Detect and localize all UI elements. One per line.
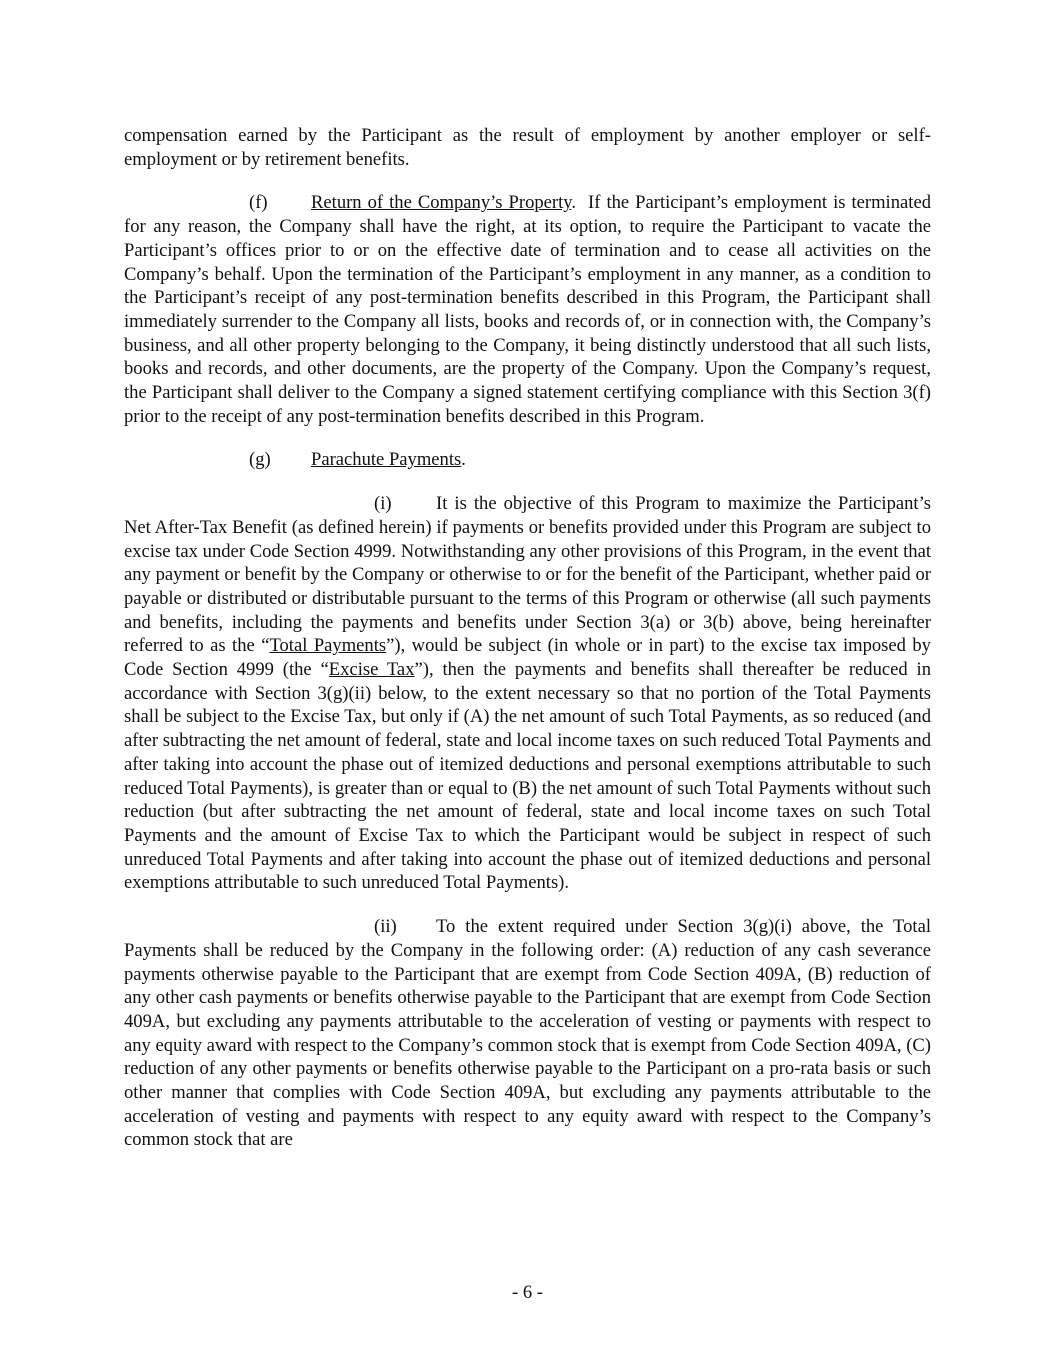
subsection-label: (i) [374,493,392,515]
section-3g: (g) Parachute Payments. [249,449,466,471]
subsection-text: To the extent required under Section 3(g)(i) above, the Total Payments shall be reduced by the Company in the following order: (A) reduction of any cash severance payments otherwise payable to the Participant that are exempt from Code Section 409A, (B) reduction of any other cash payments or benefits otherwise payable to the Participant that are exempt from Code Section 409A, but excluding any payments attributable to the acceleration of vesting or payments with respect to any equity award with respect to the Company’s common stock that is exempt from Code Section 409A, (C) reduction of any other payments or benefits otherwise payable to the Participant on a pro-rata basis or such other manner that complies with Code Section 409A, but excluding any payments attributable to the acceleration of vesting and payments with respect to any equity award with respect to the Company’s common stock that are [124,916,931,1151]
subsection-text-b: ”), would be subject (in whole or in part) to the excise tax imposed by Code Section 4999 (the “ [124,635,931,681]
section-3f: (f) Return of the Company’s Property. If the Participant’s employment is terminated for any reason, the Company shall have the right, at its option, to require the Participant to vacate the Participant’s offices prior to or on the effective date of termination and to cease all activities on the Company’s behalf. Upon the termination of the Participant’s employment in any manner, as a condition to the Participant’s receipt of any post-termination benefits described in this Program, the Participant shall immediately surrender to the Company all lists, books and records of, or in connection with, the Company’s business, and all other property belonging to the Company, it being distinctly understood that all such lists, books and records, and other documents, are the property of the Company. Upon the Company’s request, the Participant shall deliver to the Company a signed statement certifying compliance with this Section 3(f) prior to the receipt of any post-termination benefits described in this Program. [124,192,931,427]
subsection-text-a: It is the objective of this Program to maximize the Participant’s Net After-Tax Benefit (as defined herein) if payments or benefits provided under this Program are subject to excise tax under Code Section 4999. Notwithstanding any other provisions of this Program, in the event that any payment or benefit by the Company or otherwise to or for the benefit of the Participant, whether paid or payable or distributed or distributable pursuant to the terms of this Program or otherwise (all such payments and benefits, including the payments and benefits under Section 3(a) or 3(b) above, being hereinafter referred to as the “ [124,493,931,657]
section-label: (g) [249,449,271,471]
section-3g-i [124,492,931,895]
section-label: (f) [249,192,268,214]
paragraph-text: compensation earned by the Participant as the result of employment by another employer or self-employment or by retirement benefits. [124,125,931,170]
defined-term-excise-tax: Excise Tax [328,659,415,681]
page-number: - 6 - [512,1282,543,1303]
section-title: Parachute Payments [311,449,462,471]
section-title: Return of the Company’s Property [311,192,572,214]
subsection-label: (ii) [374,916,397,938]
subsection-text-c: ”), then the payments and benefits shall thereafter be reduced in accordance with Section 3(g)(ii) below, to the extent necessary so that no portion of the Total Payments shall be subject to the Excise Tax, but only if (A) the net amount of such Total Payments, as so reduced (and after subtracting the net amount of federal, state and local income taxes on such reduced Total Payments and after taking into account the phase out of itemized deductions and personal exemptions attributable to such reduced Total Payments), is greater than or equal to (B) the net amount of such Total Payments without such reduction (but after subtracting the net amount of federal, state and local income taxes on such Total Payments and the amount of Excise Tax to which the Participant would be subject in respect of such unreduced Total Payments and after taking into account the phase out of itemized deductions and personal exemptions attributable to such unreduced Total Payments). [124,659,932,894]
defined-term-total-payments: Total Payments [269,635,387,657]
paragraph-continuation [124,124,931,171]
document-body [124,124,931,1172]
section-3g-ii [124,915,931,1152]
section-text: If the Participant’s employment is terminated for any reason, the Company shall have the right, at its option, to require the Participant to vacate the Participant’s offices prior to or on the effective date of termination and to cease all activities on the Company’s behalf. Upon the termination of the Participant’s employment in any manner, as a condition to the Participant’s receipt of any post-termination benefits described in this Program, the Participant shall immediately surrender to the Company all lists, books and records of, or in connection with, the Company’s business, and all other property belonging to the Company, it being distinctly understood that all such lists, books and records, and other documents, are the property of the Company. Upon the Company’s request, the Participant shall deliver to the Company a signed statement certifying compliance with this Section 3(f) prior to the receipt of any post-termination benefits described in this Program. [124,192,931,427]
